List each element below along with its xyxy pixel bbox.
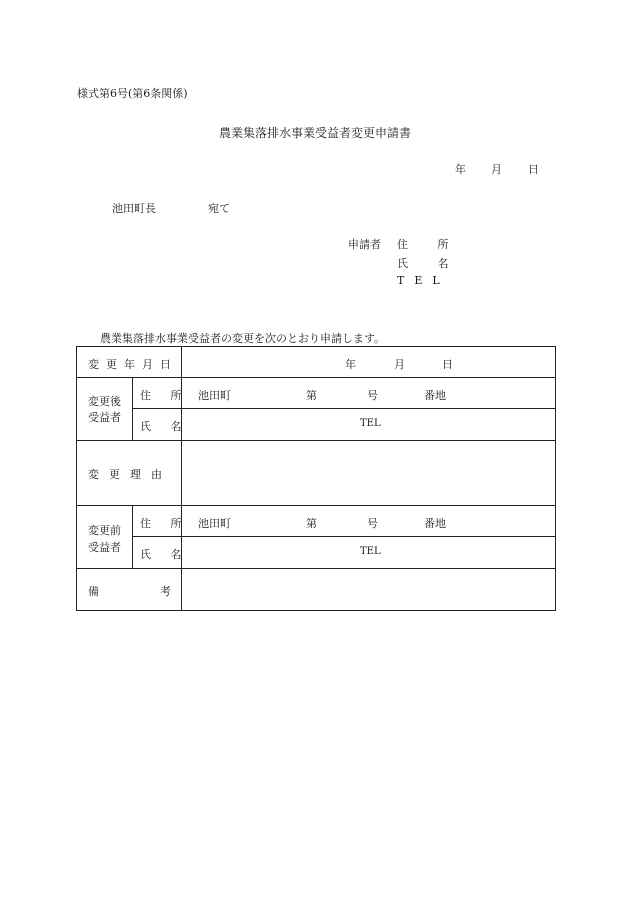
old-address-go: 号 <box>367 517 378 530</box>
change-reason-label: 変更理由 <box>88 468 172 481</box>
row-divider <box>77 568 555 569</box>
old-address-label: 住 所 <box>140 517 190 530</box>
row-divider <box>77 440 555 441</box>
new-beneficiary-label-line1: 変更後 <box>88 395 121 408</box>
document-title: 農業集落排水事業受益者変更申請書 <box>218 126 411 140</box>
recipient-suffix: 宛て <box>208 202 230 215</box>
old-address-town: 池田町 <box>198 517 231 530</box>
change-date-label: 変更年月日 <box>88 358 178 371</box>
remarks-label-first: 備 <box>88 585 99 598</box>
row-divider <box>77 377 555 378</box>
applicant-name-label: 氏 名 <box>397 257 462 270</box>
application-statement: 農業集落排水事業受益者の変更を次のとおり申請します。 <box>100 332 386 345</box>
new-address-town: 池田町 <box>198 389 231 402</box>
new-address-banchi: 番地 <box>424 389 446 402</box>
change-date-year: 年 <box>345 358 356 371</box>
new-address-go: 号 <box>367 389 378 402</box>
row-divider <box>132 536 555 537</box>
applicant-tel-label: TEL <box>397 274 450 287</box>
old-beneficiary-label-line1: 変更前 <box>88 524 121 537</box>
new-address-dai: 第 <box>306 389 317 402</box>
column-divider <box>132 377 133 440</box>
recipient-name: 池田町長 <box>112 202 156 215</box>
change-date-day: 日 <box>442 358 453 371</box>
new-name-label: 氏 名 <box>140 420 190 433</box>
change-date-month: 月 <box>394 358 405 371</box>
new-address-label: 住 所 <box>140 389 190 402</box>
date-month-label: 月 <box>491 163 502 176</box>
date-year-label: 年 <box>455 163 466 176</box>
form-number: 様式第6号(第6条関係) <box>77 87 188 100</box>
old-address-banchi: 番地 <box>424 517 446 530</box>
remarks-label-second: 考 <box>160 585 171 598</box>
applicant-label: 申請者 <box>348 238 381 251</box>
row-divider <box>77 505 555 506</box>
old-beneficiary-label-line2: 受益者 <box>88 541 121 554</box>
column-divider <box>132 505 133 568</box>
old-tel-label: TEL <box>360 546 381 557</box>
applicant-address-label: 住 所 <box>397 238 462 251</box>
date-day-label: 日 <box>528 163 539 176</box>
new-tel-label: TEL <box>360 418 381 429</box>
application-form-table <box>76 346 556 611</box>
new-beneficiary-label-line2: 受益者 <box>88 411 121 424</box>
old-name-label: 氏 名 <box>140 548 190 561</box>
old-address-dai: 第 <box>306 517 317 530</box>
row-divider <box>132 408 555 409</box>
